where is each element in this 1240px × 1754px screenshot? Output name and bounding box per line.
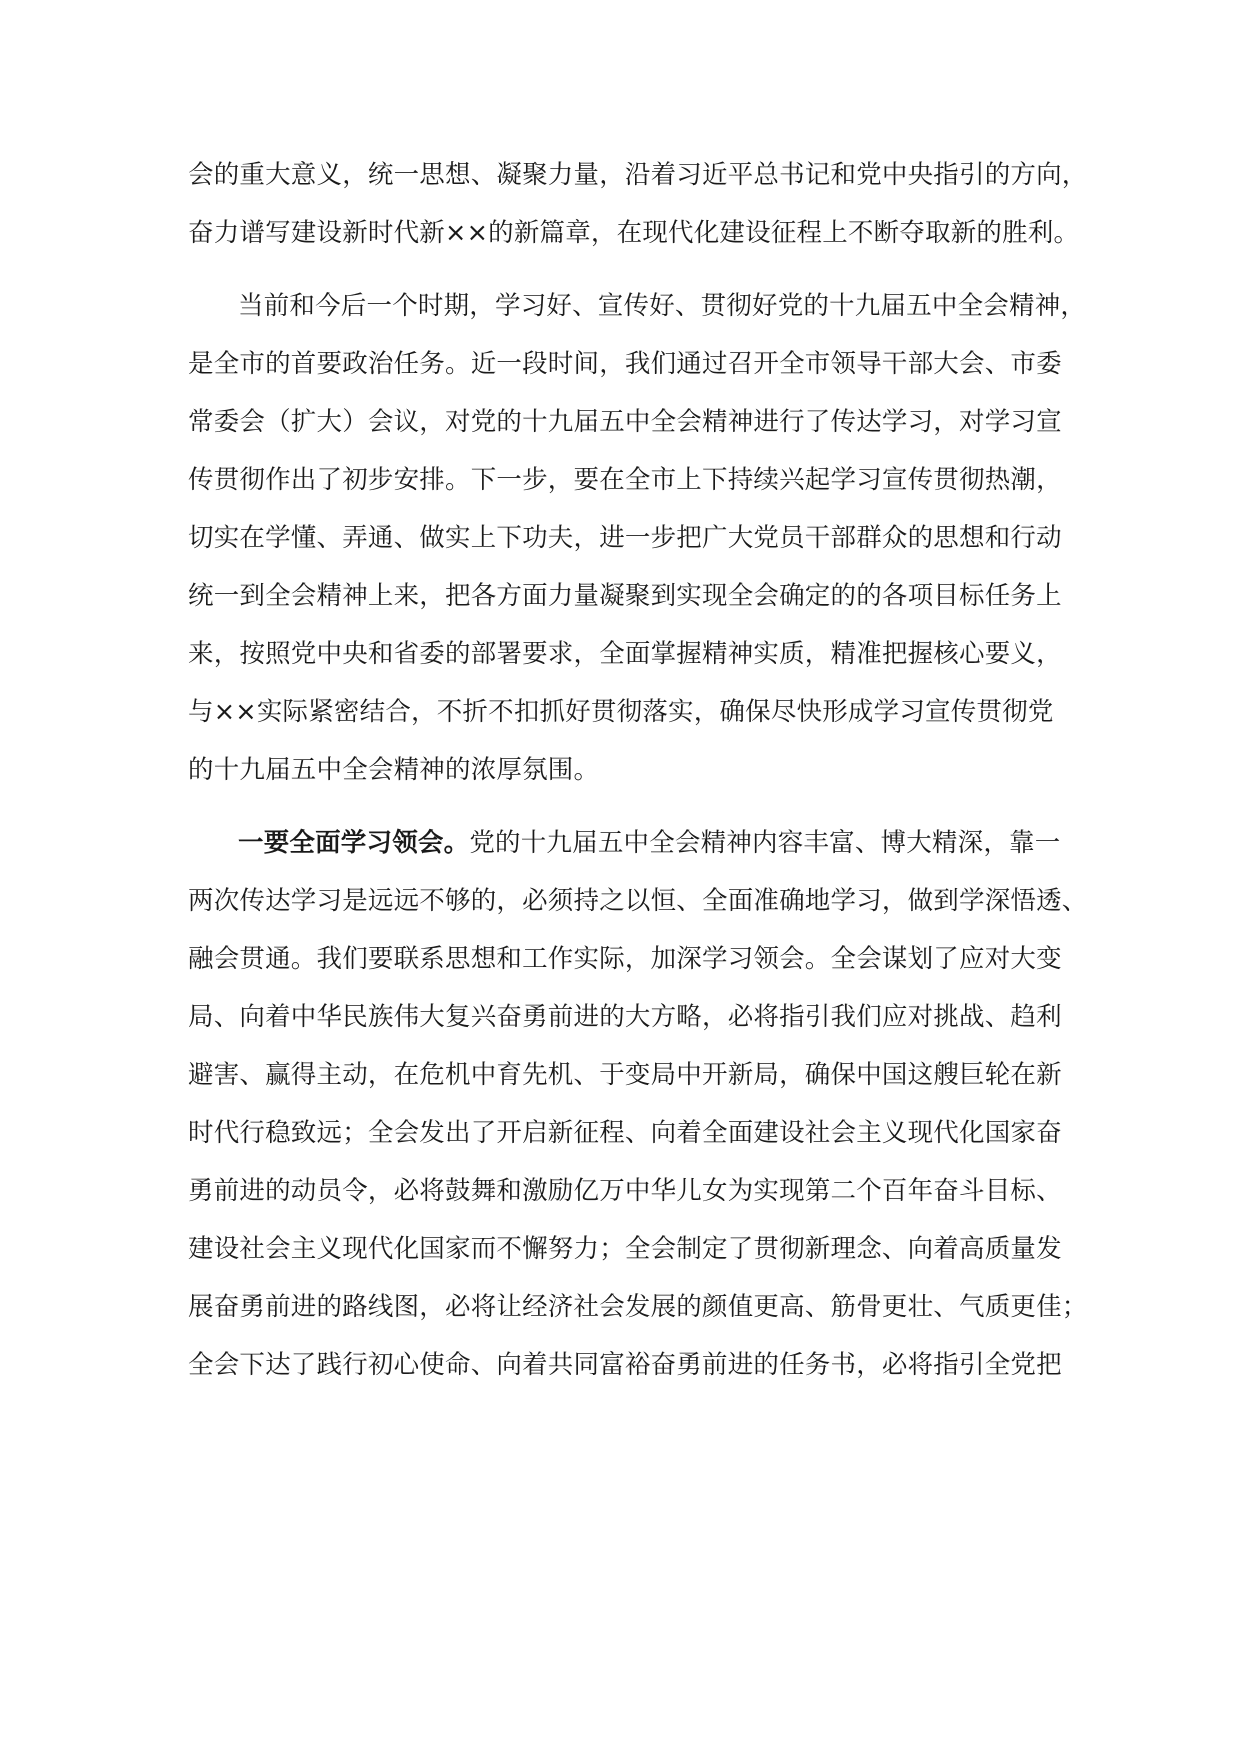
document-page: [188, 0, 1088, 1754]
paragraph-line: 时代行稳致远；全会发出了开启新征程、向着全面建设社会主义现代化国家奋: [188, 1118, 1062, 1148]
paragraph-line: 建设社会主义现代化国家而不懈努力；全会制定了贯彻新理念、向着高质量发: [188, 1234, 1062, 1264]
paragraph-text: 党的十九届五中全会精神内容丰富、博大精深，靠一: [469, 828, 1061, 858]
paragraph-line: 两次传达学习是远远不够的，必须持之以恒、全面准确地学习，做到学深悟透、: [188, 886, 1088, 916]
paragraph-line: 是全市的首要政治任务。近一段时间，我们通过召开全市领导干部大会、市委: [188, 349, 1062, 379]
paragraph-line: 常委会（扩大）会议，对党的十九届五中全会精神进行了传达学习，对学习宣: [188, 407, 1062, 437]
paragraph-line: 局、向着中华民族伟大复兴奋勇前进的大方略，必将指引我们应对挑战、趋利: [188, 1002, 1062, 1032]
paragraph-line: 奋力谱写建设新时代新××的新篇章，在现代化建设征程上不断夺取新的胜利。: [188, 218, 1080, 248]
paragraph-line: 融会贯通。我们要联系思想和工作实际，加深学习领会。全会谋划了应对大变: [188, 944, 1062, 974]
paragraph-line: 当前和今后一个时期，学习好、宣传好、贯彻好党的十九届五中全会精神，: [238, 291, 1087, 321]
paragraph-line: 勇前进的动员令，必将鼓舞和激励亿万中华儿女为实现第二个百年奋斗目标、: [188, 1176, 1062, 1206]
paragraph-line: 与××实际紧密结合，不折不扣抓好贯彻落实，确保尽快形成学习宣传贯彻党: [188, 697, 1054, 727]
paragraph-line: 避害、赢得主动，在危机中育先机、于变局中开新局，确保中国这艘巨轮在新: [188, 1060, 1062, 1090]
paragraph-line: 来，按照党中央和省委的部署要求，全面掌握精神实质，精准把握核心要义，: [188, 639, 1062, 669]
paragraph-first-line: [238, 826, 1060, 860]
paragraph-line: 展奋勇前进的路线图，必将让经济社会发展的颜值更高、筋骨更壮、气质更佳；: [188, 1292, 1088, 1322]
paragraph-heading: 一要全面学习领会。: [238, 828, 470, 858]
paragraph-line: 统一到全会精神上来，把各方面力量凝聚到实现全会确定的的各项目标任务上: [188, 581, 1062, 611]
paragraph-line: 的十九届五中全会精神的浓厚氛围。: [188, 755, 600, 785]
paragraph-line: 传贯彻作出了初步安排。下一步，要在全市上下持续兴起学习宣传贯彻热潮，: [188, 465, 1062, 495]
paragraph-line: 会的重大意义，统一思想、凝聚力量，沿着习近平总书记和党中央指引的方向，: [188, 160, 1088, 190]
paragraph-line: 全会下达了践行初心使命、向着共同富裕奋勇前进的任务书，必将指引全党把: [188, 1350, 1062, 1380]
paragraph-line: 切实在学懂、弄通、做实上下功夫，进一步把广大党员干部群众的思想和行动: [188, 523, 1062, 553]
